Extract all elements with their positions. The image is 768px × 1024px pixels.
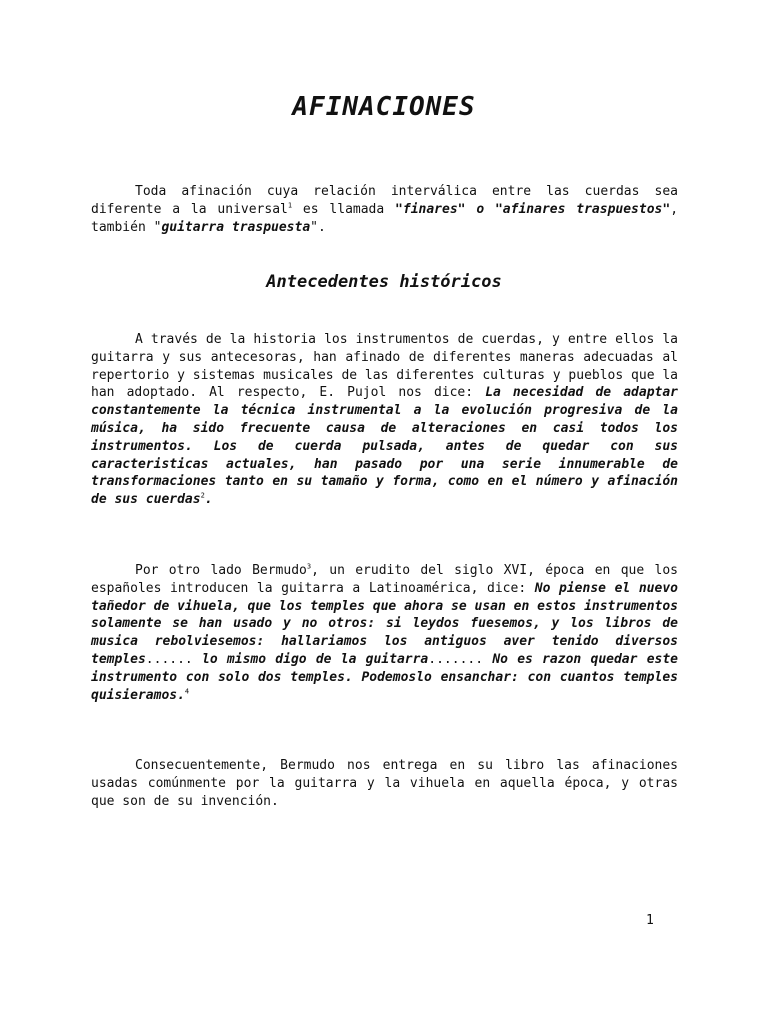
footnote-ref: 3 xyxy=(306,562,312,571)
intro-paragraph xyxy=(91,183,678,236)
quote-text: No piense el nuevo tañedor de vihuela, que los temples que ahora se usan en estos instrumentos solamente se han usado y no otros: si leydos fuesemos, y los libros de musica rebolviesemos: hallariamos los antiguos aver tenido diversos temples xyxy=(91,580,678,667)
text-span: ...... xyxy=(145,651,203,667)
text-span: . xyxy=(204,492,213,508)
text-span: ....... xyxy=(428,651,493,667)
text-span: , un erudito del siglo XVI, época en que los españoles introducen la guitarra a Latinoamérica, dice: xyxy=(91,563,678,596)
footnote-ref: 1 xyxy=(287,201,293,210)
quote-text: La necesidad de adaptar constantemente la técnica instrumental a la evolución progresiva de la música, ha sido frecuente causa de alteraciones en casi todos los instrumentos. Los de cuerda pulsada, antes de quedar con sus caracteristicas actuales, han pasado por una serie innumerable de transformaciones tanto en su tamaño y forma, como en el número y afinación de sus cuerdas xyxy=(91,385,679,508)
bermudo-paragraph xyxy=(91,562,678,704)
text-span: A través de la historia los instrumentos de cuerdas, y entre ellos la guitarra y sus antecesoras, han afinado de diferentes maneras adecuadas al repertorio y sistemas musicales de las diferentes culturas y pueblos que la han adoptado. Al respecto, E. Pujol nos dice: xyxy=(91,332,678,401)
page-number: 1 xyxy=(646,913,654,928)
footnote-ref: 4 xyxy=(184,687,190,696)
text-span: es llamada xyxy=(292,201,396,217)
quote-text: No es razon quedar este instrumento con solo dos temples. Podemoslo ensanchar: con cuantos temples quisieramos. xyxy=(91,651,679,703)
text-span: , también " xyxy=(91,201,679,235)
section-heading: Antecedentes históricos xyxy=(266,272,502,292)
text-span: Por otro lado Bermudo xyxy=(135,563,307,578)
emphasis-text: "finares" o "afinares traspuestos" xyxy=(395,201,671,217)
page-title: AFINACIONES xyxy=(292,92,476,122)
text-span: ". xyxy=(310,219,326,235)
emphasis-text: guitarra traspuesta xyxy=(161,219,311,235)
history-paragraph xyxy=(91,331,678,509)
text-span: Toda afinación cuya relación interválica entre las cuerdas sea diferente a la universal xyxy=(91,184,678,217)
conclusion-paragraph xyxy=(91,757,678,810)
footnote-ref: 2 xyxy=(200,491,205,500)
text-span: Consecuentemente, Bermudo nos entrega en su libro las afinaciones usadas comúnmente por la guitarra y la vihuela en aquella época, y otras que son de su invención. xyxy=(91,758,678,809)
quote-text: lo mismo digo de la guitarra xyxy=(202,651,429,667)
